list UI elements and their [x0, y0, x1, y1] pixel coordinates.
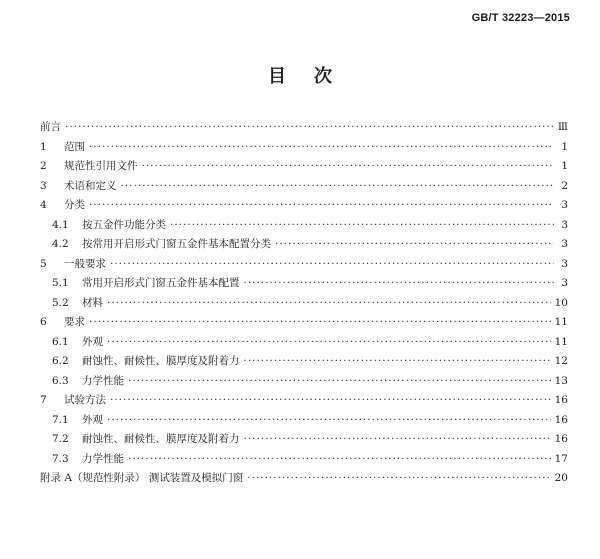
toc-leader-dots — [89, 313, 551, 333]
toc-entry-page: Ⅲ — [557, 121, 568, 133]
toc-leader-dots — [128, 450, 551, 470]
toc-entry-number: 3 — [40, 179, 47, 192]
toc-entry-number: 4.2 — [52, 238, 69, 250]
toc-entry-title: 外观 — [82, 335, 103, 348]
toc-entry-number: 2 — [40, 160, 47, 172]
toc-entry-number: 5.2 — [52, 296, 69, 309]
toc-entry-page: 12 — [554, 355, 568, 367]
toc-entry-number: 7.2 — [52, 433, 69, 445]
toc-entry[interactable] — [40, 118, 568, 138]
toc-leader-dots — [110, 255, 554, 275]
toc-entry[interactable] — [40, 469, 568, 489]
toc-entry-number: 4 — [40, 199, 47, 211]
toc-entry-number: 5.1 — [52, 277, 69, 289]
toc-entry-page: 3 — [561, 238, 568, 250]
toc-entry-title: 范围 — [64, 140, 85, 153]
toc-entry-page: 10 — [554, 296, 568, 309]
toc-entry-title: 耐蚀性、耐候性、膜厚度及附着力 — [82, 433, 240, 445]
toc-entry-title: 力学性能 — [82, 452, 124, 465]
toc-entry-title: 耐蚀性、耐候性、膜厚度及附着力 — [82, 355, 240, 367]
toc-entry-page: 16 — [554, 413, 568, 426]
toc-entry[interactable] — [40, 411, 568, 431]
toc-entry-page: 3 — [561, 277, 568, 289]
toc-entry[interactable] — [40, 450, 568, 470]
toc-entry-page: 11 — [554, 335, 568, 348]
toc-entry-number: 6.1 — [52, 335, 69, 348]
toc-entry-title: 一般要求 — [64, 257, 106, 270]
toc-leader-dots — [275, 235, 554, 255]
toc-entry-page: 16 — [554, 394, 568, 406]
toc-entry-page: 20 — [554, 472, 568, 484]
toc-entry-page: 13 — [554, 374, 568, 387]
toc-leader-dots — [107, 411, 551, 431]
toc-leader-dots — [142, 157, 555, 177]
toc-entry-title: 力学性能 — [82, 374, 124, 387]
toc-entry[interactable] — [40, 372, 568, 392]
toc-entry-title: 外观 — [82, 413, 103, 426]
toc-entry-number: 7 — [40, 394, 47, 406]
toc-entry-number: 7.1 — [52, 413, 69, 426]
table-of-contents — [40, 118, 568, 489]
toc-leader-dots — [65, 118, 554, 138]
toc-entry[interactable] — [40, 333, 568, 353]
toc-leader-dots — [244, 274, 555, 294]
toc-entry-page: 11 — [554, 316, 568, 328]
standard-code: GB/T 32223—2015 — [471, 12, 570, 24]
toc-entry[interactable] — [40, 255, 568, 275]
toc-entry-title: 按常用开启形式门窗五金件基本配置分类 — [82, 238, 271, 250]
toc-entry-number: 4.1 — [52, 218, 69, 231]
toc-entry-page: 17 — [554, 452, 568, 465]
toc-entry-number: 6 — [40, 316, 47, 328]
toc-leader-dots — [110, 391, 551, 411]
toc-leader-dots — [170, 216, 554, 236]
toc-entry-page: 3 — [561, 199, 568, 211]
toc-entry-title: 前言 — [40, 121, 61, 133]
toc-entry-page: 2 — [561, 179, 568, 192]
toc-leader-dots — [247, 469, 550, 489]
toc-entry-number: 7.3 — [52, 452, 69, 465]
toc-entry[interactable] — [40, 352, 568, 372]
toc-entry[interactable] — [40, 391, 568, 411]
toc-entry[interactable] — [40, 138, 568, 158]
toc-entry-page: 3 — [561, 257, 568, 270]
toc-entry-page: 1 — [561, 160, 568, 172]
toc-leader-dots — [128, 372, 551, 392]
toc-entry[interactable] — [40, 177, 568, 197]
toc-leader-dots — [89, 138, 554, 158]
toc-entry-title: 分类 — [64, 199, 85, 211]
toc-entry[interactable] — [40, 157, 568, 177]
page-title: 目次 — [268, 66, 360, 87]
toc-leader-dots — [107, 333, 551, 353]
toc-entry-page: 3 — [561, 218, 568, 231]
toc-entry-title: 术语和定义 — [64, 179, 117, 192]
toc-entry-title: 附录 A（规范性附录） 测试装置及模拟门窗 — [40, 472, 244, 484]
toc-entry-title: 材料 — [82, 296, 103, 309]
toc-entry-title: 规范性引用文件 — [64, 160, 138, 172]
toc-entry-number: 6.2 — [52, 355, 69, 367]
toc-entry-title: 试验方法 — [64, 394, 106, 406]
toc-leader-dots — [244, 430, 551, 450]
toc-entry-page: 16 — [554, 433, 568, 445]
toc-entry[interactable] — [40, 235, 568, 255]
toc-entry[interactable] — [40, 430, 568, 450]
toc-entry-number: 1 — [40, 140, 47, 153]
toc-entry[interactable] — [40, 294, 568, 314]
toc-entry-title: 按五金件功能分类 — [82, 218, 166, 231]
toc-entry[interactable] — [40, 313, 568, 333]
toc-entry-number: 6.3 — [52, 374, 69, 387]
toc-leader-dots — [89, 196, 554, 216]
toc-entry-title: 要求 — [64, 316, 85, 328]
toc-entry-number: 5 — [40, 257, 47, 270]
toc-leader-dots — [107, 294, 551, 314]
toc-leader-dots — [244, 352, 551, 372]
toc-entry-page: 1 — [561, 140, 568, 153]
toc-leader-dots — [121, 177, 555, 197]
toc-entry-title: 常用开启形式门窗五金件基本配置 — [82, 277, 240, 289]
toc-entry[interactable] — [40, 216, 568, 236]
toc-entry[interactable] — [40, 274, 568, 294]
toc-entry[interactable] — [40, 196, 568, 216]
